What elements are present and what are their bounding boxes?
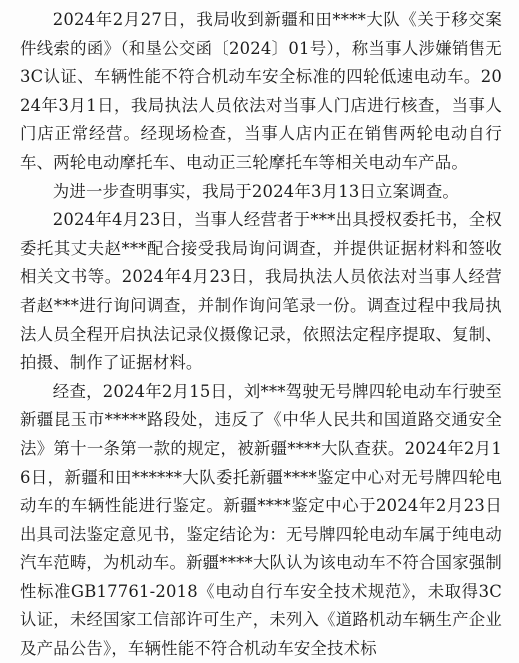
document-body — [20, 6, 502, 663]
paragraph-referral: 2024年2月27日，我局收到新疆和田****大队《关于移交案件线索的函》（和垦公交函〔2024〕01号），称当事人涉嫌销售无3C认证、车辆性能不符合机动车安全标准的四轮低速电动车。2024年3月1日，我局执法人员依法对当事人门店进行核查，当事人门店正常经营。经现场检查，当事人店内正在销售两轮电动自行车、两轮电动摩托车、电动正三轮摩托车等相关电动车产品。 — [20, 10, 502, 172]
paragraph-investigation: 2024年4月23日，当事人经营者于***出具授权委托书，全权委托其丈夫赵***配合接受我局询问调查，并提供证据材料和签收相关文书等。2024年4月23日，我局执法人员依法对当事人经营者赵***进行询问调查，并制作询问笔录一份。调查过程中我局执法人员全程开启执法记录仪摄像记录，依照法定程序提取、复制、拍摄、制作了证据材料。 — [20, 210, 502, 373]
paragraph-case-filing: 为进一步查明事实，我局于2024年3月13日立案调查。 — [52, 181, 460, 201]
paragraph-findings: 经查，2024年2月15日，刘***驾驶无号牌四轮电动车行驶至新疆昆玉市*****路段处，违反了《中华人民共和国道路交通安全法》第十一条第一款的规定，被新疆****大队查获。2024年2月16日，新疆和田******大队委托新疆****鉴定中心对无号牌四轮电动车的车辆性能进行鉴定。新疆****鉴定中心于2024年2月23日出具司法鉴定意见书，鉴定结论为：无号牌四轮电动车属于纯电动汽车范畴，为机动车。新疆****大队认为该电动车不符合国家强制性标准GB17761-2018《电动自行车安全技术规范》，未取得3C认证，未经国家工信部许可生产，未列入《道路机动车辆生产企业及产品公告》，车辆性能不符合机动车安全技术标 — [20, 381, 502, 659]
